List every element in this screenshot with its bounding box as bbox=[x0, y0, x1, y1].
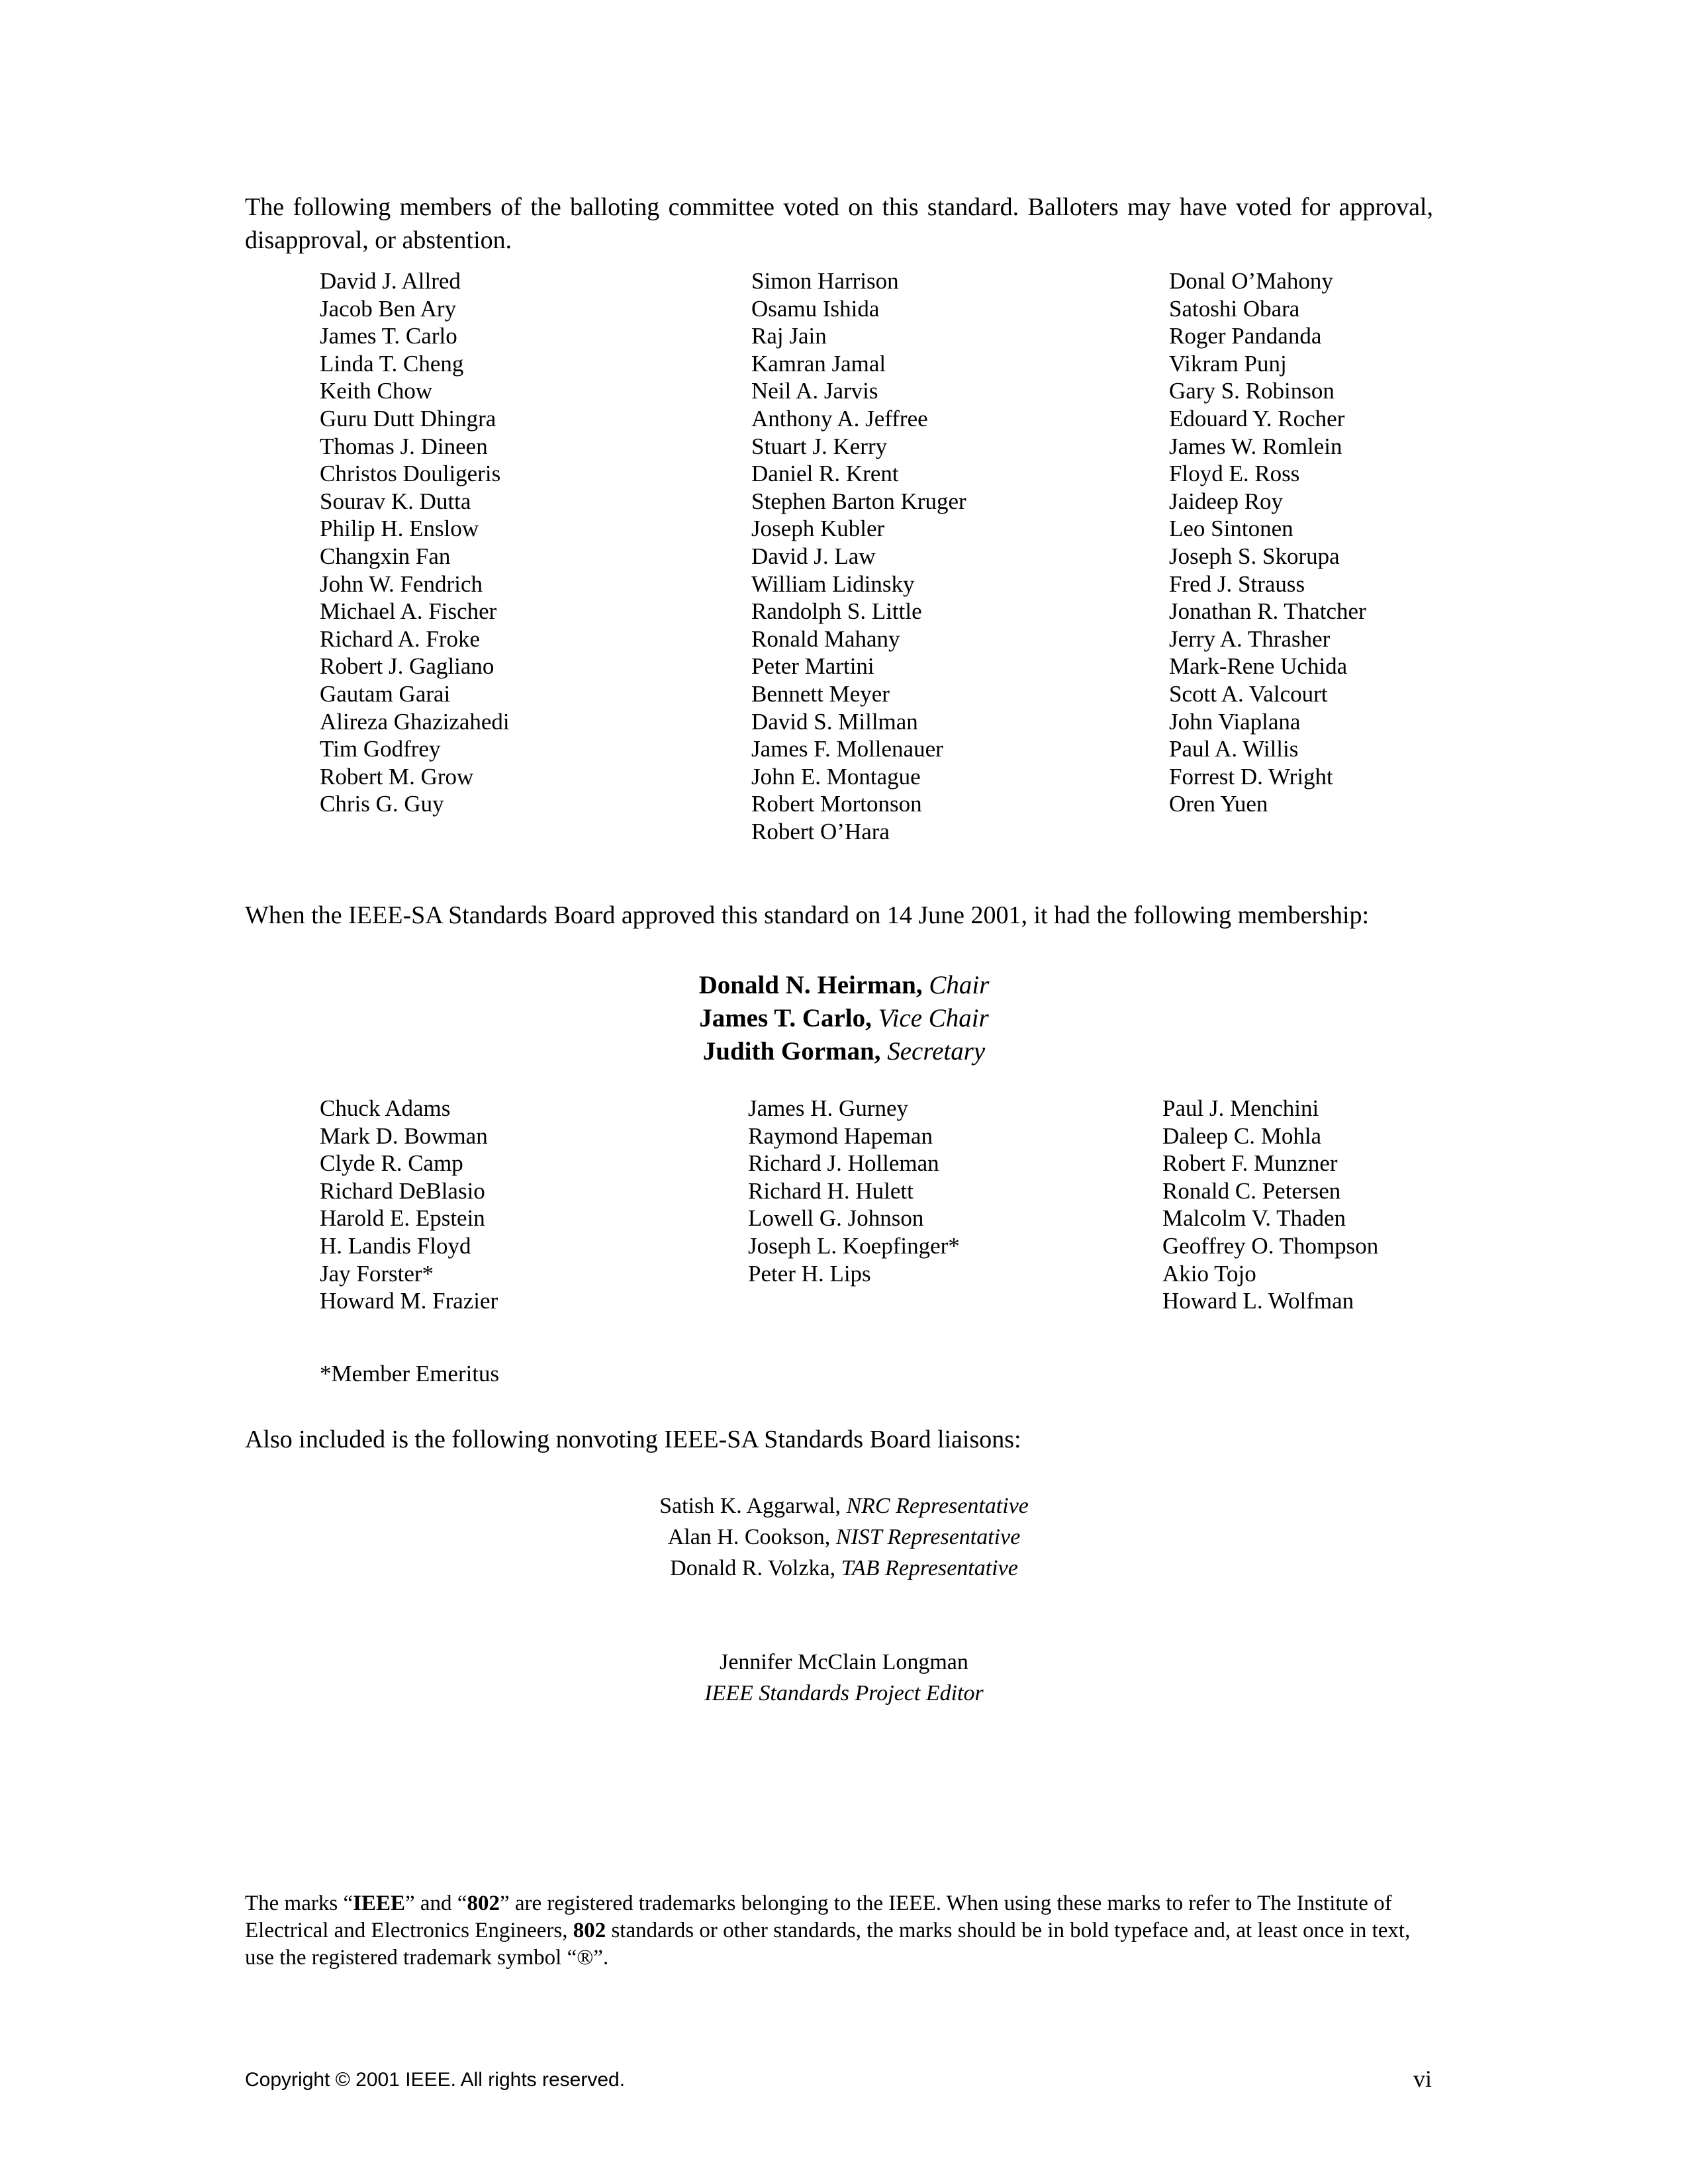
member-name: Randolph S. Little bbox=[751, 598, 922, 625]
member-name: Ronald Mahany bbox=[751, 625, 900, 652]
editor-role: IEEE Standards Project Editor bbox=[704, 1681, 984, 1706]
member-name: Leo Sintonen bbox=[1169, 516, 1293, 542]
member-name: Robert M. Grow bbox=[320, 763, 474, 790]
member-name: Richard H. Hulett bbox=[748, 1177, 914, 1204]
member-name: John W. Fendrich bbox=[320, 570, 483, 597]
copyright-notice: Copyright © 2001 IEEE. All rights reserved. bbox=[245, 2069, 626, 2091]
member-name: Chuck Adams bbox=[320, 1095, 451, 1121]
member-name: Guru Dutt Dhingra bbox=[320, 405, 496, 432]
member-name: Tim Godfrey bbox=[320, 736, 441, 762]
member-name: Stuart J. Kerry bbox=[751, 433, 888, 459]
member-name: Anthony A. Jeffree bbox=[751, 405, 928, 432]
member-name: David S. Millman bbox=[751, 708, 918, 735]
member-name: Thomas J. Dineen bbox=[320, 433, 488, 459]
member-name: Harold E. Epstein bbox=[320, 1205, 485, 1232]
member-name: Kamran Jamal bbox=[751, 350, 886, 377]
board-intro: When the IEEE-SA Standards Board approved this standard on 14 June 2001, it had the following membership: bbox=[245, 901, 1370, 929]
member-name: Raymond Hapeman bbox=[748, 1122, 933, 1149]
member-name: Joseph L. Koepfinger* bbox=[748, 1232, 960, 1259]
member-name: David J. Law bbox=[751, 543, 876, 569]
page-number: vi bbox=[1413, 2066, 1432, 2092]
member-name: Forrest D. Wright bbox=[1169, 763, 1333, 790]
member-name: Edouard Y. Rocher bbox=[1169, 405, 1345, 432]
officer-secretary: Judith Gorman, Secretary bbox=[702, 1037, 986, 1066]
officer-chair: Donald N. Heirman, Chair bbox=[698, 971, 990, 999]
trademark-notice: The marks “IEEE” and “802” are registered trademarks belonging to the IEEE. When using these marks to refer to The Institute of Electrical and Electronics Engineers, 802 standards or other standards, the marks should be in bold typeface and, at least once in text, use the registered trademark symbol “®”. bbox=[245, 1891, 1411, 1970]
member-name: William Lidinsky bbox=[751, 570, 915, 597]
ballot-column-1 bbox=[320, 267, 510, 818]
member-name: Peter H. Lips bbox=[748, 1260, 871, 1287]
member-name: Paul J. Menchini bbox=[1162, 1095, 1319, 1121]
member-name: Scott A. Valcourt bbox=[1169, 680, 1328, 707]
member-name: Floyd E. Ross bbox=[1169, 461, 1300, 487]
member-name: Philip H. Enslow bbox=[320, 516, 479, 542]
member-name: Jacob Ben Ary bbox=[320, 295, 457, 322]
member-name: Bennett Meyer bbox=[751, 680, 890, 707]
member-name: Roger Pandanda bbox=[1169, 323, 1322, 349]
ballot-column-3 bbox=[1169, 267, 1366, 818]
member-name: Jonathan R. Thatcher bbox=[1169, 598, 1366, 625]
member-name: Christos Douligeris bbox=[320, 461, 501, 487]
member-name: Alireza Ghazizahedi bbox=[320, 708, 510, 735]
member-name: Howard M. Frazier bbox=[320, 1288, 498, 1314]
member-name: Geoffrey O. Thompson bbox=[1162, 1232, 1379, 1259]
member-name: Gary S. Robinson bbox=[1169, 378, 1335, 404]
member-name: Robert F. Munzner bbox=[1162, 1150, 1338, 1177]
editor-name: Jennifer McClain Longman bbox=[720, 1650, 968, 1674]
member-name: Akio Tojo bbox=[1162, 1260, 1256, 1287]
member-name: Satoshi Obara bbox=[1169, 295, 1300, 322]
member-name: Robert O’Hara bbox=[751, 818, 890, 844]
member-name: Jerry A. Thrasher bbox=[1169, 625, 1331, 652]
board-column-1 bbox=[320, 1095, 498, 1315]
member-name: James W. Romlein bbox=[1169, 433, 1342, 459]
member-name: Joseph S. Skorupa bbox=[1169, 543, 1340, 569]
member-name: Joseph Kubler bbox=[751, 516, 885, 542]
member-name: Robert Mortonson bbox=[751, 791, 922, 817]
board-column-2 bbox=[748, 1095, 960, 1287]
member-name: Donal O’Mahony bbox=[1169, 268, 1333, 294]
ballot-intro: The following members of the balloting committee voted on this standard. Balloters may have voted for approval, disapproval, or abstention. bbox=[245, 193, 1433, 254]
liaison-item: Satish K. Aggarwal, NRC Representative bbox=[659, 1494, 1029, 1518]
member-name: Peter Martini bbox=[751, 653, 874, 680]
member-name: Daleep C. Mohla bbox=[1162, 1122, 1322, 1149]
liaison-item: Alan H. Cookson, NIST Representative bbox=[667, 1525, 1021, 1549]
member-name: Richard DeBlasio bbox=[320, 1177, 485, 1204]
liaisons-list bbox=[0, 1490, 1688, 1584]
member-name: Richard A. Froke bbox=[320, 625, 481, 652]
member-name: Fred J. Strauss bbox=[1169, 570, 1305, 597]
member-name: Daniel R. Krent bbox=[751, 461, 899, 487]
member-name: H. Landis Floyd bbox=[320, 1232, 471, 1259]
liaisons-intro: Also included is the following nonvoting IEEE-SA Standards Board liaisons: bbox=[245, 1426, 1021, 1453]
member-name: Gautam Garai bbox=[320, 680, 451, 707]
member-name: James H. Gurney bbox=[748, 1095, 909, 1121]
member-name: Richard J. Holleman bbox=[748, 1150, 939, 1177]
officer-vice-chair: James T. Carlo, Vice Chair bbox=[699, 1004, 989, 1032]
member-name: James F. Mollenauer bbox=[751, 736, 943, 762]
member-name: Paul A. Willis bbox=[1169, 736, 1299, 762]
board-column-3 bbox=[1162, 1095, 1378, 1315]
member-name: Oren Yuen bbox=[1169, 791, 1268, 817]
member-name: Osamu Ishida bbox=[751, 295, 880, 322]
member-name: Raj Jain bbox=[751, 323, 827, 349]
member-name: Jay Forster* bbox=[320, 1260, 434, 1287]
member-name: Chris G. Guy bbox=[320, 791, 444, 817]
member-name: Vikram Punj bbox=[1169, 350, 1287, 377]
member-name: David J. Allred bbox=[320, 268, 461, 294]
member-name: Lowell G. Johnson bbox=[748, 1205, 924, 1232]
member-name: Malcolm V. Thaden bbox=[1162, 1205, 1346, 1232]
member-name: Sourav K. Dutta bbox=[320, 488, 471, 514]
member-name: James T. Carlo bbox=[320, 323, 457, 349]
member-name: Mark-Rene Uchida bbox=[1169, 653, 1348, 680]
member-emeritus-note: *Member Emeritus bbox=[320, 1361, 500, 1387]
member-name: Neil A. Jarvis bbox=[751, 378, 878, 404]
member-name: Michael A. Fischer bbox=[320, 598, 497, 625]
member-name: John E. Montague bbox=[751, 763, 921, 790]
member-name: Linda T. Cheng bbox=[320, 350, 464, 377]
member-name: Ronald C. Petersen bbox=[1162, 1177, 1341, 1204]
member-name: Simon Harrison bbox=[751, 268, 899, 294]
liaison-item: Donald R. Volzka, TAB Representative bbox=[670, 1556, 1018, 1580]
member-name: Changxin Fan bbox=[320, 543, 451, 569]
member-name: Keith Chow bbox=[320, 378, 433, 404]
member-name: Howard L. Wolfman bbox=[1162, 1288, 1354, 1314]
member-name: Stephen Barton Kruger bbox=[751, 488, 966, 514]
member-name: Robert J. Gagliano bbox=[320, 653, 494, 680]
member-name: John Viaplana bbox=[1169, 708, 1301, 735]
member-name: Clyde R. Camp bbox=[320, 1150, 463, 1177]
member-name: Jaideep Roy bbox=[1169, 488, 1284, 514]
ballot-column-2 bbox=[751, 267, 966, 845]
member-name: Mark D. Bowman bbox=[320, 1122, 488, 1149]
board-officers bbox=[0, 969, 1688, 1068]
project-editor bbox=[0, 1647, 1688, 1709]
